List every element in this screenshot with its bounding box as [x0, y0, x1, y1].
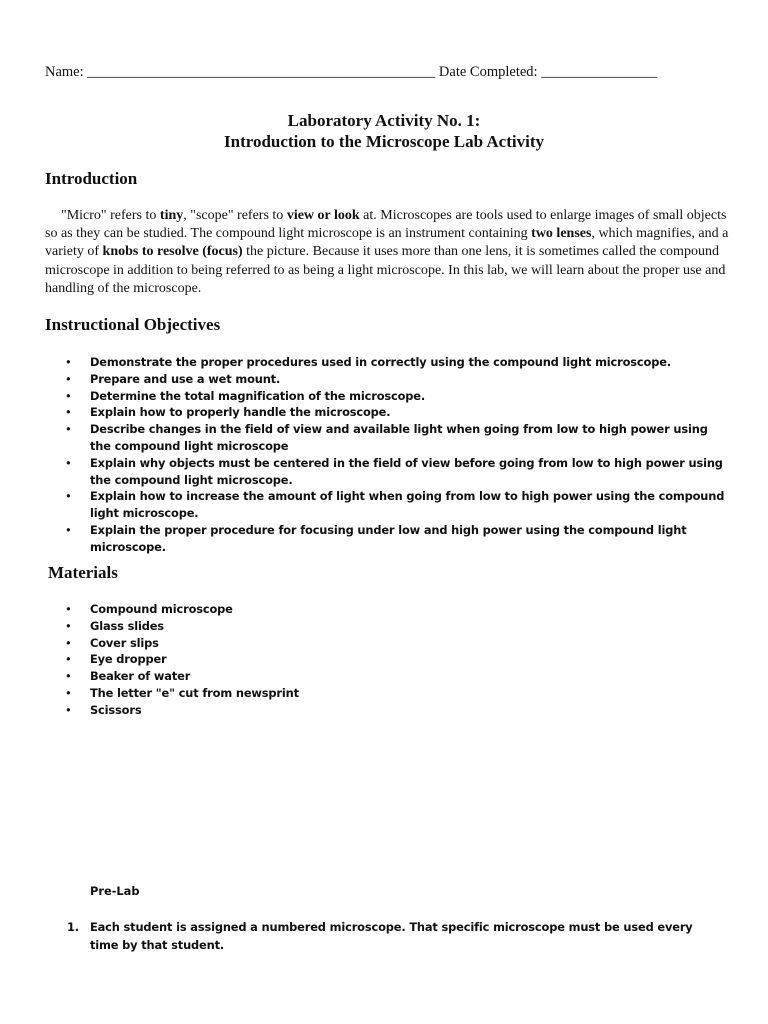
bullet-icon: •	[65, 652, 72, 667]
material-item	[45, 668, 725, 685]
objective-item	[45, 455, 725, 489]
introduction-heading: Introduction	[45, 169, 138, 188]
prelab-list	[67, 919, 707, 954]
materials-heading: Materials	[48, 563, 118, 582]
material-item-text: Scissors	[90, 702, 142, 717]
objectives-heading: Instructional Objectives	[45, 315, 221, 334]
intro-text: "Micro" refers to	[61, 208, 160, 223]
date-blank: ________________	[541, 64, 658, 80]
bullet-icon: •	[65, 371, 72, 386]
bullet-icon: •	[65, 635, 72, 650]
prelab-heading: Pre-Lab	[90, 884, 140, 898]
name-date-line	[45, 64, 657, 81]
bullet-icon: •	[65, 669, 72, 684]
objectives-list	[45, 354, 725, 556]
objective-item	[45, 371, 725, 388]
materials-list	[45, 601, 725, 719]
title-line-2: Introduction to the Microscope Lab Activity	[224, 132, 544, 151]
intro-text: the picture. Because it uses more than one lens, it is sometimes called the compound microscope in addition to being referred to as being a light microscope. In this lab, we will learn about the proper use and handling of the microscope.	[45, 244, 726, 296]
bullet-icon: •	[65, 602, 72, 616]
prelab-item	[67, 919, 707, 954]
objective-item	[45, 388, 725, 405]
introduction-paragraph	[45, 207, 735, 298]
material-item-text: Cover slips	[90, 635, 159, 650]
objective-item	[45, 522, 725, 556]
prelab-item-number: 1.	[67, 920, 79, 934]
objective-item-text: Explain how to increase the amount of light when going from low to high power using the compound light microscope.	[90, 489, 725, 521]
material-item	[45, 635, 725, 652]
bullet-icon: •	[65, 489, 72, 504]
objective-item-text: Explain the proper procedure for focusing under low and high power using the compound light microscope.	[90, 522, 687, 554]
material-item-text: Beaker of water	[90, 669, 191, 684]
material-item	[45, 618, 725, 635]
material-item-text: Compound microscope	[90, 602, 233, 616]
name-label: Name:	[45, 64, 84, 80]
intro-bold-term: view or look	[286, 208, 360, 223]
intro-bold-term: knobs to resolve (focus)	[102, 244, 243, 260]
objective-item	[45, 488, 725, 522]
material-item-text: Glass slides	[90, 618, 164, 633]
objective-item	[45, 354, 725, 371]
material-item-text: The letter "e" cut from newsprint	[90, 685, 299, 700]
material-item	[45, 685, 725, 702]
bullet-icon: •	[65, 405, 72, 420]
material-item-text: Eye dropper	[90, 652, 167, 667]
objective-item-text: Explain how to properly handle the microscope.	[90, 405, 391, 420]
objective-item	[45, 421, 725, 455]
material-item	[45, 601, 725, 618]
objective-item-text: Describe changes in the field of view and available light when going from low to high power using the compound light microscope	[90, 422, 708, 453]
intro-text: at. Microscopes are tools used to enlarge images of small objects so as they can be studied. The compound light microscope is an instrument containing	[45, 208, 727, 242]
bullet-icon: •	[65, 388, 72, 403]
intro-bold-term: tiny	[159, 208, 184, 223]
objective-item-text: Explain why objects must be centered in the field of view before going from low to high power using the compound light microscope.	[90, 455, 723, 487]
bullet-icon: •	[65, 685, 72, 700]
date-label: Date Completed:	[438, 64, 538, 80]
objective-item	[45, 404, 725, 421]
bullet-icon: •	[65, 455, 72, 470]
intro-text: , "scope" refers to	[183, 208, 287, 223]
prelab-item-text: Each student is assigned a numbered microscope. That specific microscope must be used every time by that student.	[90, 920, 693, 952]
material-item	[45, 651, 725, 668]
bullet-icon: •	[65, 355, 72, 369]
name-blank: ________________________________________________	[87, 64, 436, 80]
intro-text: , which magnifies, and a variety of	[45, 226, 729, 260]
material-item	[45, 702, 725, 719]
intro-bold-term: two lenses	[531, 226, 592, 242]
bullet-icon: •	[65, 422, 72, 437]
objective-item-text: Prepare and use a wet mount.	[90, 371, 281, 386]
bullet-icon: •	[65, 618, 72, 633]
bullet-icon: •	[65, 522, 72, 537]
title-line-1: Laboratory Activity No. 1:	[287, 111, 481, 130]
bullet-icon: •	[65, 702, 72, 717]
objective-item-text: Demonstrate the proper procedures used in correctly using the compound light microscope.	[90, 355, 671, 369]
objective-item-text: Determine the total magnification of the microscope.	[90, 388, 426, 403]
